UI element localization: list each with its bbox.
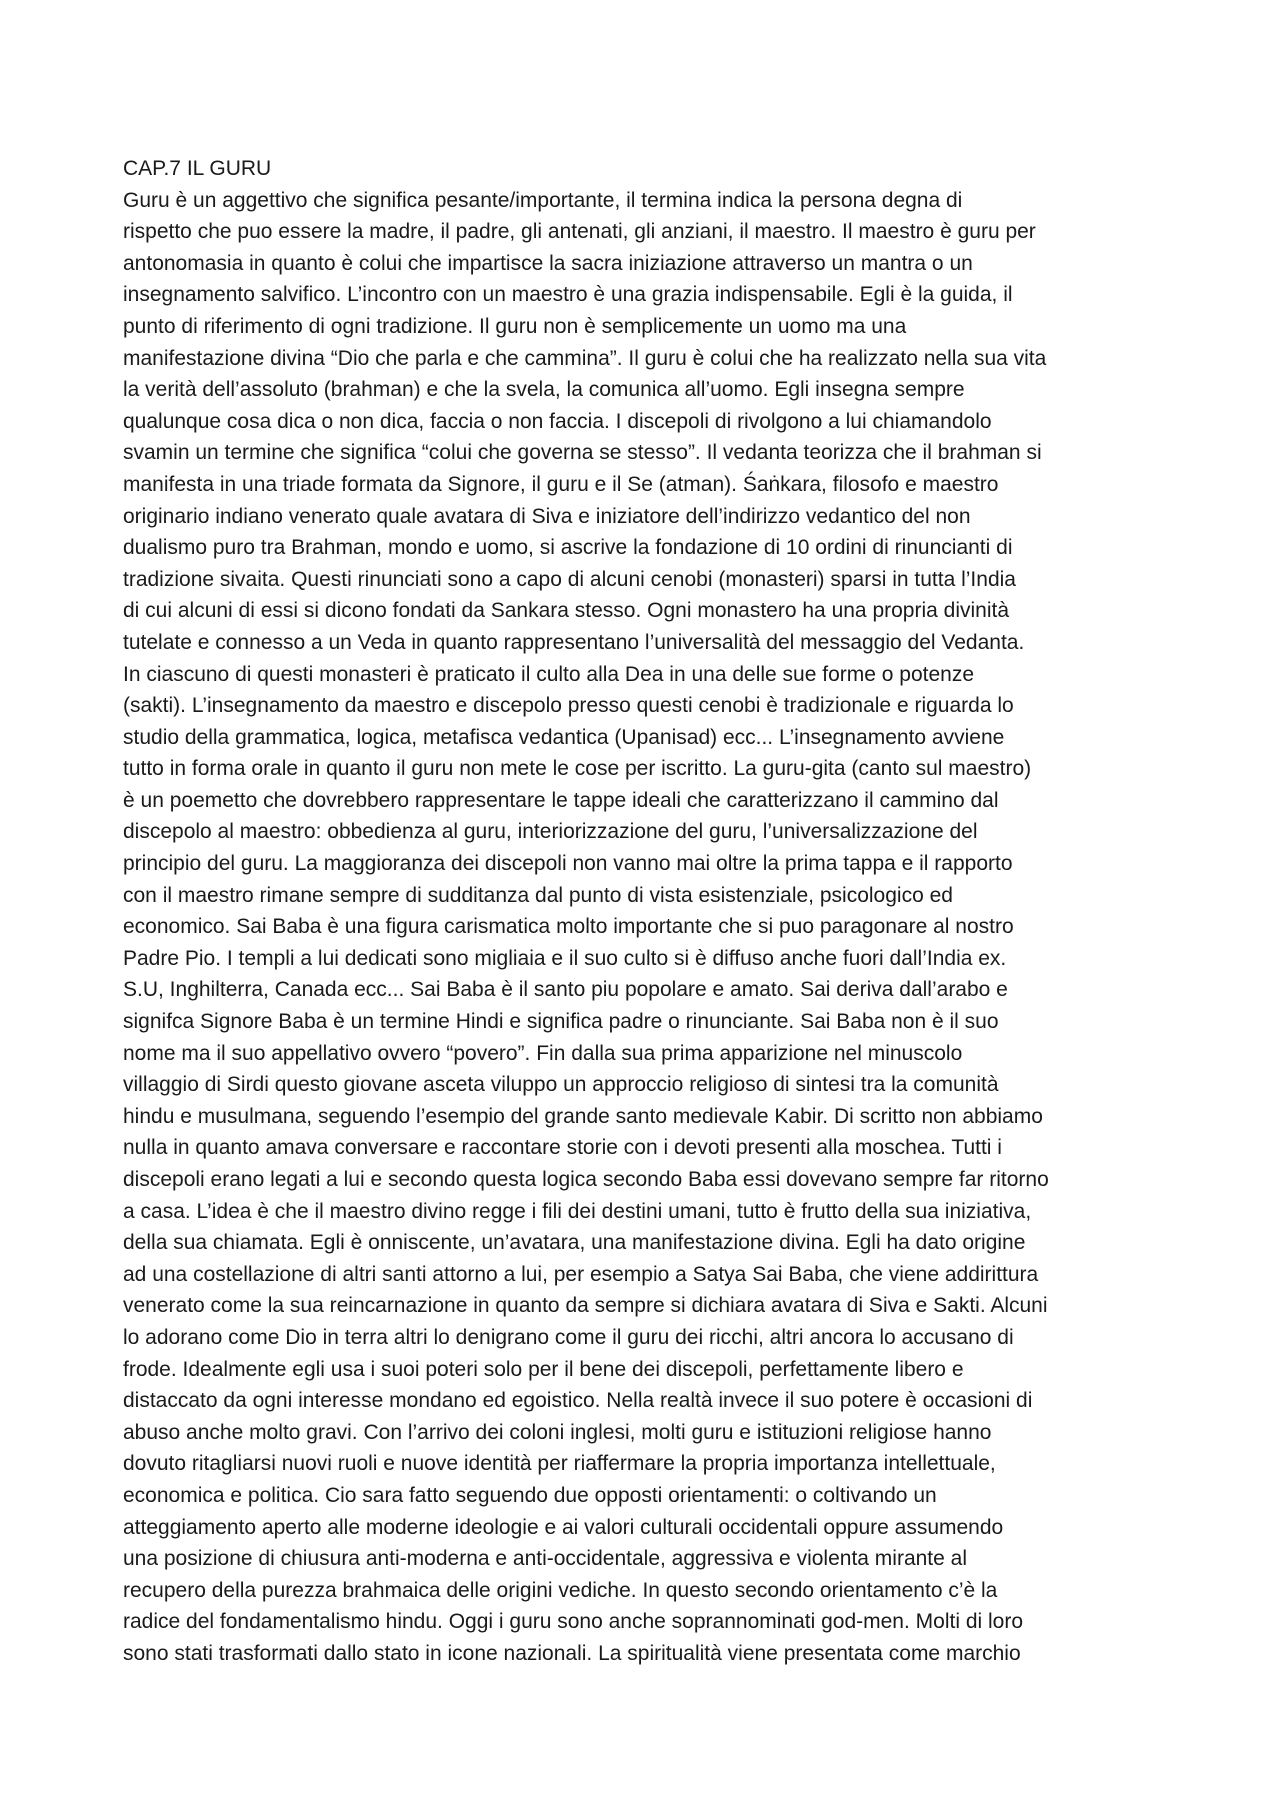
- text-line: villaggio di Sirdi questo giovane asceta viluppo un approccio religioso di sintesi tra la comunità: [123, 1073, 999, 1097]
- text-line: tutelate e connesso a un Veda in quanto rappresentano l’universalità del messaggio del Vedanta.: [123, 630, 1025, 654]
- text-line: recupero della purezza brahmaica delle origini vediche. In questo secondo orientamento c’è la: [123, 1578, 998, 1602]
- text-line: manifestazione divina “Dio che parla e che cammina”. Il guru è colui che ha realizzato nella sua vita: [123, 346, 1047, 370]
- text-line: frode. Idealmente egli usa i suoi poteri solo per il bene dei discepoli, perfettamente libero e: [123, 1357, 964, 1381]
- text-line: tradizione sivaita. Questi rinunciati sono a capo di alcuni cenobi (monasteri) sparsi in tutta l’India: [123, 567, 1016, 591]
- text-line: punto di riferimento di ogni tradizione. Il guru non è semplicemente un uomo ma una: [123, 314, 907, 338]
- text-line: di cui alcuni di essi si dicono fondati da Sankara stesso. Ogni monastero ha una propria divinità: [123, 599, 1010, 623]
- text-line: insegnamento salvifico. L’incontro con un maestro è una grazia indispensabile. Egli è la guida, il: [123, 283, 1013, 307]
- text-line: In ciascuno di questi monasteri è praticato il culto alla Dea in una delle sue forme o potenze: [123, 662, 974, 686]
- text-line: rispetto che puo essere la madre, il padre, gli antenati, gli anziani, il maestro. Il maestro è guru per: [123, 220, 1036, 244]
- text-line: discepolo al maestro: obbedienza al guru, interiorizzazione del guru, l’universalizzazione del: [123, 820, 978, 844]
- text-line: abuso anche molto gravi. Con l’arrivo dei coloni inglesi, molti guru e istituzioni religiose hanno: [123, 1420, 992, 1444]
- text-line: una posizione di chiusura anti-moderna e anti-occidentale, aggressiva e violenta mirante al: [123, 1547, 967, 1571]
- body-text: [123, 153, 1163, 1670]
- text-line: la verità dell’assoluto (brahman) e che la svela, la comunica all’uomo. Egli insegna sempre: [123, 378, 965, 402]
- text-line: Padre Pio. I templi a lui dedicati sono migliaia e il suo culto si è diffuso anche fuori dall’India ex.: [123, 946, 1007, 970]
- text-line: manifesta in una triade formata da Signore, il guru e il Se (atman). Śaṅkara, filosofo e maestro: [123, 472, 999, 496]
- text-line: nome ma il suo appellativo ovvero “povero”. Fin dalla sua prima apparizione nel minuscolo: [123, 1041, 963, 1065]
- text-line: Guru è un aggettivo che significa pesante/importante, il termina indica la persona degna di: [123, 188, 963, 212]
- text-line: della sua chiamata. Egli è onniscente, un’avatara, una manifestazione divina. Egli ha dato origine: [123, 1231, 1026, 1255]
- text-line: distaccato da ogni interesse mondano ed egoistico. Nella realtà invece il suo potere è occasioni di: [123, 1389, 1033, 1413]
- text-line: nulla in quanto amava conversare e raccontare storie con i devoti presenti alla moschea. Tutti i: [123, 1136, 1002, 1160]
- text-line: studio della grammatica, logica, metafisca vedantica (Upanisad) ecc... L’insegnamento avviene: [123, 725, 1005, 749]
- text-line: S.U, Inghilterra, Canada ecc... Sai Baba è il santo piu popolare e amato. Sai deriva dall’arabo e: [123, 978, 1008, 1002]
- text-line: originario indiano venerato quale avatara di Siva e iniziatore dell’indirizzo vedantico del non: [123, 504, 971, 528]
- text-line: radice del fondamentalismo hindu. Oggi i guru sono anche soprannominati god-men. Molti di loro: [123, 1610, 1024, 1634]
- text-line: antonomasia in quanto è colui che impartisce la sacra iniziazione attraverso un mantra o un: [123, 251, 973, 275]
- text-line: principio del guru. La maggioranza dei discepoli non vanno mai oltre la prima tappa e il rapporto: [123, 852, 1013, 876]
- text-line: lo adorano come Dio in terra altri lo denigrano come il guru dei ricchi, altri ancora lo accusano di: [123, 1325, 1014, 1349]
- text-line: atteggiamento aperto alle moderne ideologie e ai valori culturali occidentali oppure assumendo: [123, 1515, 1004, 1539]
- text-line: venerato come la sua reincarnazione in quanto da sempre si dichiara avatara di Siva e Sakti. Alcuni: [123, 1294, 1048, 1318]
- text-line: con il maestro rimane sempre di sudditanza dal punto di vista esistenziale, psicologico ed: [123, 883, 953, 907]
- text-line: hindu e musulmana, seguendo l’esempio del grande santo medievale Kabir. Di scritto non abbiamo: [123, 1104, 1043, 1128]
- text-line: (sakti). L’insegnamento da maestro e discepolo presso questi cenobi è tradizionale e riguarda lo: [123, 694, 1014, 718]
- text-line: economica e politica. Cio sara fatto seguendo due opposti orientamenti: o coltivando un: [123, 1483, 937, 1507]
- text-line: sono stati trasformati dallo stato in icone nazionali. La spiritualità viene presentata come marchio: [123, 1641, 1021, 1665]
- text-line: ad una costellazione di altri santi attorno a lui, per esempio a Satya Sai Baba, che viene addirittura: [123, 1262, 1039, 1286]
- text-line: economico. Sai Baba è una figura carismatica molto importante che si puo paragonare al nostro: [123, 915, 1014, 939]
- text-line: qualunque cosa dica o non dica, faccia o non faccia. I discepoli di rivolgono a lui chiamandolo: [123, 409, 992, 433]
- text-line: è un poemetto che dovrebbero rappresentare le tappe ideali che caratterizzano il cammino dal: [123, 788, 999, 812]
- text-line: dovuto ritagliarsi nuovi ruoli e nuove identità per riaffermare la propria importanza intellettuale,: [123, 1452, 996, 1476]
- text-line: tutto in forma orale in quanto il guru non mete le cose per iscritto. La guru-gita (canto sul maestro): [123, 757, 1032, 781]
- text-line: svamin un termine che significa “colui che governa se stesso”. Il vedanta teorizza che il brahman si: [123, 441, 1042, 465]
- text-line: discepoli erano legati a lui e secondo questa logica secondo Baba essi dovevano sempre far ritorno: [123, 1168, 1049, 1191]
- text-line: dualismo puro tra Brahman, mondo e uomo, si ascrive la fondazione di 10 ordini di rinuncianti di: [123, 536, 1013, 560]
- text-line: signifca Signore Baba è un termine Hindi e significa padre o rinunciante. Sai Baba non è il suo: [123, 1010, 999, 1034]
- text-line: a casa. L’idea è che il maestro divino regge i fili dei destini umani, tutto è frutto della sua iniziativa,: [123, 1199, 1032, 1223]
- chapter-title: CAP.7 IL GURU: [123, 157, 272, 180]
